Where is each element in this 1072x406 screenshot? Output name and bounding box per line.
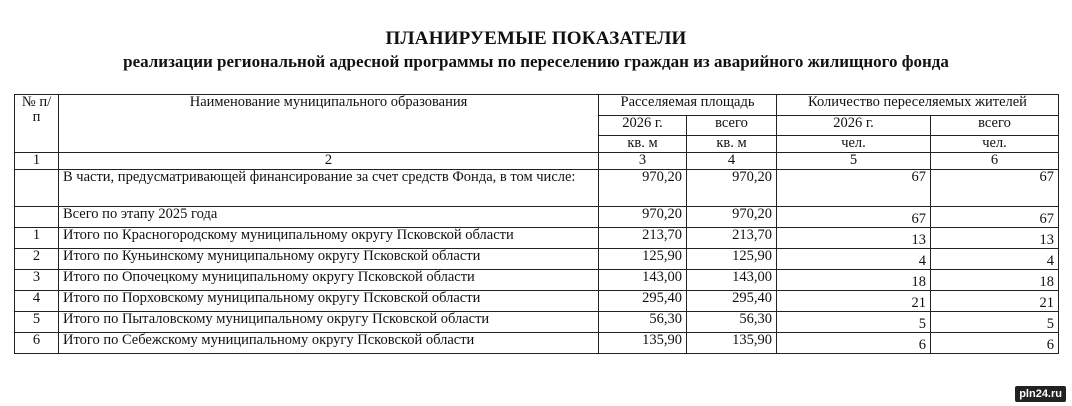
row-num: 3 [15, 270, 59, 291]
unit-area-total: кв. м [687, 136, 777, 153]
row-people-total: 4 [931, 249, 1059, 270]
row-name: Всего по этапу 2025 года [59, 207, 599, 228]
col-number: 3 [599, 153, 687, 170]
row-area-total: 143,00 [687, 270, 777, 291]
col-number: 5 [777, 153, 931, 170]
row-name: Итого по Опочецкому муниципальному округу Псковской области [59, 270, 599, 291]
row-name: Итого по Порховскому муниципальному округу Псковской области [59, 291, 599, 312]
row-num [15, 207, 59, 228]
col-number: 2 [59, 153, 599, 170]
row-name: Итого по Себежскому муниципальному округу Псковской области [59, 333, 599, 354]
row-people-year: 67 [777, 207, 931, 228]
row-people-year: 18 [777, 270, 931, 291]
document-title: ПЛАНИРУЕМЫЕ ПОКАЗАТЕЛИ [385, 28, 687, 49]
header-area-group: Расселяемая площадь [599, 95, 777, 116]
row-area-year: 143,00 [599, 270, 687, 291]
row-num: 1 [15, 228, 59, 249]
row-people-total: 18 [931, 270, 1059, 291]
row-people-year: 21 [777, 291, 931, 312]
table-row [15, 228, 1059, 249]
column-numbers-row [15, 153, 1059, 170]
row-name: Итого по Пыталовскому муниципальному округу Псковской области [59, 312, 599, 333]
row-people-total: 67 [931, 170, 1059, 207]
row-area-year: 125,90 [599, 249, 687, 270]
table-row [15, 270, 1059, 291]
row-num: 4 [15, 291, 59, 312]
row-people-year: 5 [777, 312, 931, 333]
row-area-year: 56,30 [599, 312, 687, 333]
col-number: 4 [687, 153, 777, 170]
row-area-total: 213,70 [687, 228, 777, 249]
table-row [15, 170, 1059, 207]
unit-area-year: кв. м [599, 136, 687, 153]
row-people-total: 67 [931, 207, 1059, 228]
row-num: 5 [15, 312, 59, 333]
row-name: Итого по Куньинскому муниципальному округу Псковской области [59, 249, 599, 270]
row-people-year: 4 [777, 249, 931, 270]
header-people-total: всего [931, 116, 1059, 136]
row-area-total: 56,30 [687, 312, 777, 333]
row-people-total: 6 [931, 333, 1059, 354]
row-area-year: 213,70 [599, 228, 687, 249]
header-people-year: 2026 г. [777, 116, 931, 136]
row-people-total: 13 [931, 228, 1059, 249]
table-row [15, 249, 1059, 270]
unit-people-year: чел. [777, 136, 931, 153]
header-area-total: всего [687, 116, 777, 136]
row-area-year: 970,20 [599, 207, 687, 228]
row-num [15, 170, 59, 207]
row-people-total: 5 [931, 312, 1059, 333]
table-row [15, 312, 1059, 333]
header-residents-group: Количество переселяемых жителей [777, 95, 1059, 116]
document-subtitle: реализации региональной адресной программы по переселению граждан из аварийного жилищного фонда [123, 52, 949, 71]
header-num: № п/п [15, 95, 59, 153]
col-number: 6 [931, 153, 1059, 170]
row-people-year: 67 [777, 170, 931, 207]
row-num: 6 [15, 333, 59, 354]
row-area-total: 135,90 [687, 333, 777, 354]
indicators-table [14, 94, 1059, 354]
row-area-year: 295,40 [599, 291, 687, 312]
row-people-year: 13 [777, 228, 931, 249]
header-name: Наименование муниципального образования [59, 95, 599, 153]
unit-people-total: чел. [931, 136, 1059, 153]
header-area-year: 2026 г. [599, 116, 687, 136]
row-area-total: 295,40 [687, 291, 777, 312]
row-num: 2 [15, 249, 59, 270]
row-area-total: 970,20 [687, 207, 777, 228]
table-row [15, 291, 1059, 312]
table-row [15, 333, 1059, 354]
row-people-year: 6 [777, 333, 931, 354]
row-area-year: 135,90 [599, 333, 687, 354]
row-people-total: 21 [931, 291, 1059, 312]
site-watermark-logo: pln24.ru [1015, 386, 1066, 402]
row-name: Итого по Красногородскому муниципальному округу Псковской области [59, 228, 599, 249]
table-row [15, 207, 1059, 228]
row-area-total: 125,90 [687, 249, 777, 270]
row-name: В части, предусматривающей финансирование за счет средств Фонда, в том числе: [59, 170, 599, 207]
col-number: 1 [15, 153, 59, 170]
row-area-year: 970,20 [599, 170, 687, 207]
row-area-total: 970,20 [687, 170, 777, 207]
